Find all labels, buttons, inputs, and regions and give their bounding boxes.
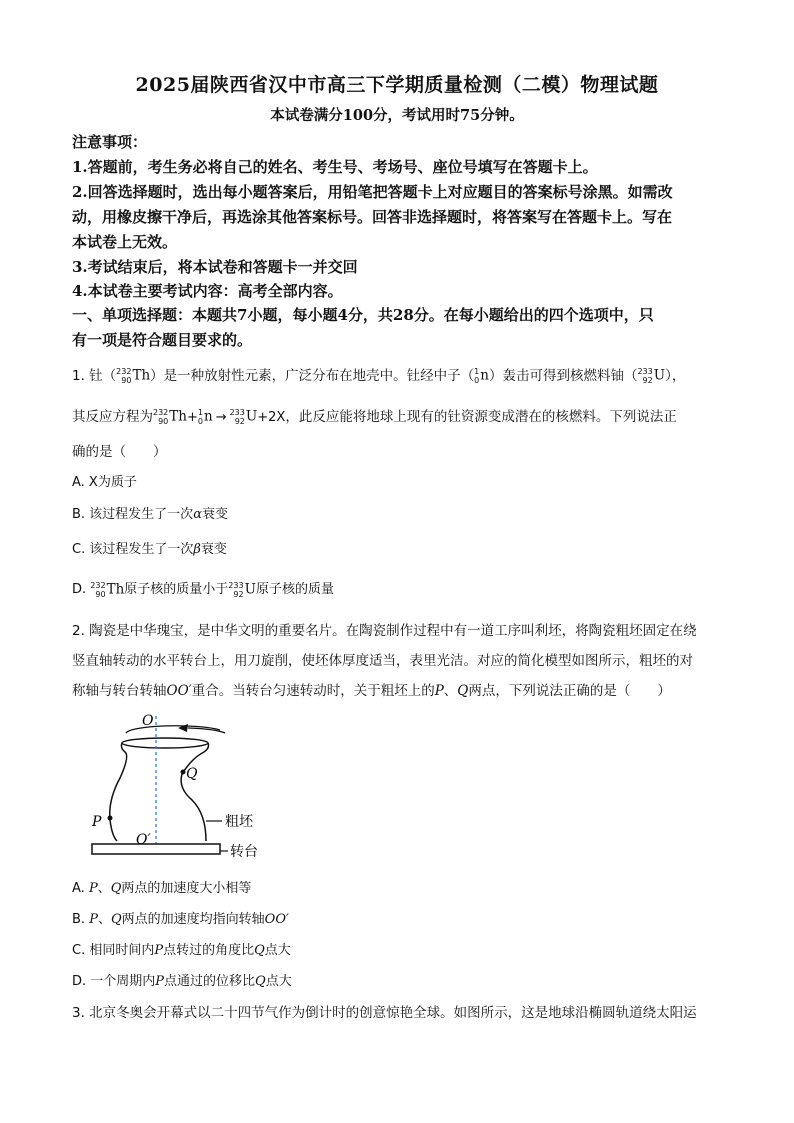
pottery-figure [80,708,280,868]
q1-stem-line3: 确的是（ ） [72,444,167,460]
label-o-prime: O′ [136,832,151,848]
reaction-equation: 232 90 Th+ 1 0 n → 233 92 U+2X [153,408,286,426]
exam-subtitle: 本试卷满分100分，考试用时75分钟。 [270,107,524,124]
q1-stem-line1: 1. 钍（ 232 90 Th）是一种放射性元素，广泛分布在地壳中。钍经中子（ 1 0 n）轰击可得到核燃料铀（ 233 92 U）， [72,367,686,385]
isotope-uranium: 233 92 U [637,367,666,385]
label-turntable: 转台 [230,844,258,860]
q1-option-c: C. 该过程发生了一次β衰变 [72,542,227,557]
label-p: P [92,814,102,830]
q3-stem-line1: 3. 北京冬奥会开幕式以二十四节气作为倒计时的创意惊艳全球。如图所示，这是地球沿椭圆轨道绕太阳运 [72,1005,697,1021]
section-1-heading-line1: 一、单项选择题：本题共7小题，每小题4分，共28分。在每小题给出的四个选项中，只 [72,306,654,324]
vase-outline-left [110,743,127,841]
vase-outline-right [181,743,208,841]
note-4: 4.本试卷主要考试内容：高考全部内容。 [72,282,343,300]
note-3: 3.考试结束后，将本试卷和答题卡一并交回 [72,258,358,276]
q2-option-b: B. P、Q两点的加速度均指向转轴OO′ [72,912,289,927]
q2-option-c: C. 相同时间内P点转过的角度比Q点大 [72,943,291,958]
label-o: O [142,713,154,729]
q1-option-d: D. 232 90 Th原子核的质量小于 233 92 U原子核的质量 [72,580,334,599]
label-blank: 粗坯 [225,814,253,830]
note-1: 1.答题前，考生务必将自己的姓名、考生号、考场号、座位号填写在答题卡上。 [72,158,598,176]
notes-heading: 注意事项： [72,133,148,151]
q2-option-a: A. P、Q两点的加速度大小相等 [72,881,252,896]
note-2-line2: 动，用橡皮擦干净后，再选涂其他答案标号。回答非选择题时，将答案写在答题卡上。写在 [72,208,673,226]
q1-option-b: B. 该过程发生了一次α衰变 [72,507,228,522]
note-2-line1: 2.回答选择题时，选出每小题答案后，用铅笔把答题卡上对应题目的答案标号涂黑。如需改 [72,183,673,201]
q2-stem-line2: 竖直轴转动的水平转台上，用刀旋削，使坯体厚度适当，表里光洁。对应的简化模型如图所示，粗坯的对 [72,653,693,669]
isotope-thorium: 232 90 Th [116,367,151,385]
point-q [181,770,186,775]
isotope-neutron: 1 0 n [474,367,489,385]
note-2-line3: 本试卷上无效。 [72,233,178,251]
q1-option-a: A. X为质子 [72,475,137,490]
turntable [92,844,220,854]
q1-stem-line2: 其反应方程为 232 90 Th+ 1 0 n → 233 92 U+2X，此反应能将地球上现有的钍资源变成潜在的核燃料。下列说法正 [72,408,677,426]
section-1-heading-line2: 有一项是符合题目要求的。 [72,331,253,349]
q2-stem-line3: 称轴与转台转轴OO′重合。当转台匀速转动时，关于粗坯上的P、Q两点，下列说法正确的是（ ） [72,683,671,699]
point-p [108,816,113,821]
q2-stem-line1: 2. 陶瓷是中华瑰宝，是中华文明的重要名片。在陶瓷制作过程中有一道工序叫利坯，将陶瓷粗坯固定在绕 [72,623,697,639]
label-q: Q [186,766,198,782]
exam-title: 2025届陕西省汉中市高三下学期质量检测（二模）物理试题 [135,74,659,96]
q2-option-d: D. 一个周期内P点通过的位移比Q点大 [72,974,292,989]
